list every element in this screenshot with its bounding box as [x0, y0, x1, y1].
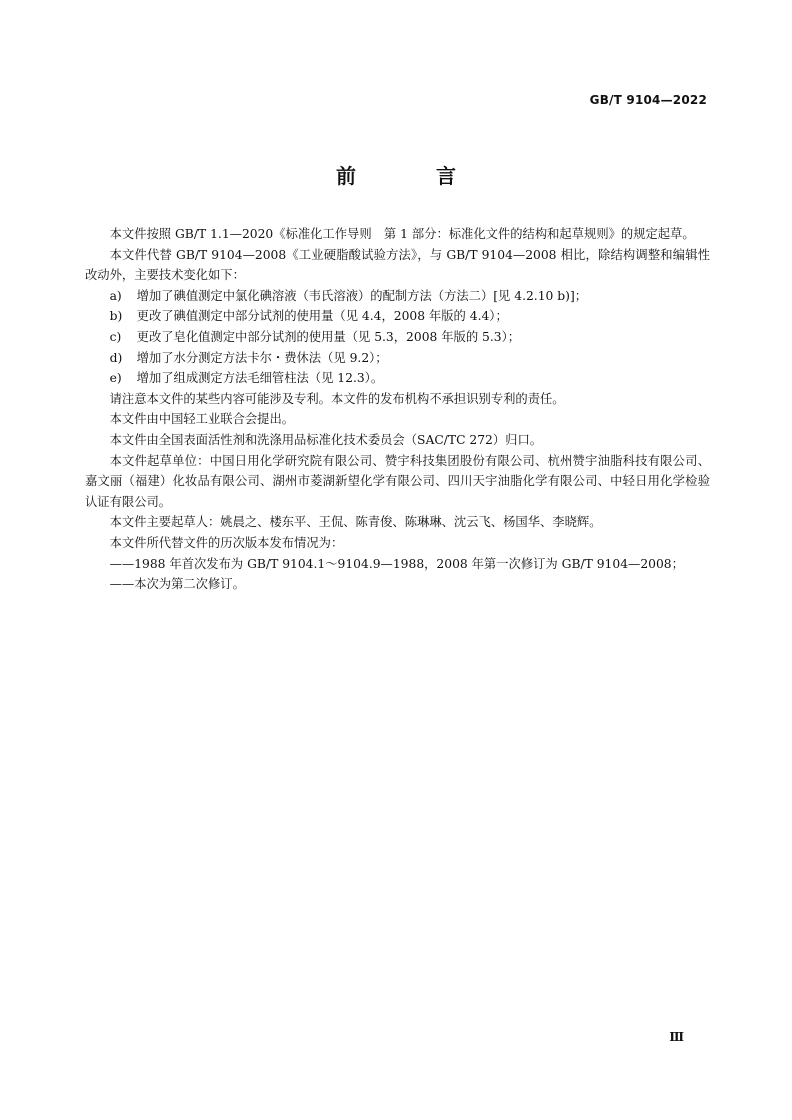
- standard-code: GB/T 9104—2022: [589, 93, 707, 107]
- paragraph-committee: 本文件由全国表面活性剂和洗涤用品标准化技术委员会（SAC/TC 272）归口。: [109, 432, 543, 447]
- paragraph-replacement: 本文件代替 GB/T 9104—2008《工业硬脂酸试验方法》，与 GB/T 9104—2008 相比，除结构调整和编辑性改动外，主要技术变化如下：: [85, 247, 710, 283]
- paragraph-patent-notice: 请注意本文件的某些内容可能涉及专利。本文件的发布机构不承担识别专利的责任。: [109, 391, 565, 406]
- list-marker: c): [109, 329, 122, 344]
- list-item: [85, 327, 710, 348]
- list-marker: b): [109, 309, 123, 324]
- paragraph-proposer: 本文件由中国轻工业联合会提出。: [109, 412, 295, 427]
- list-item: [85, 348, 710, 369]
- document-body: [85, 224, 710, 595]
- list-text: 增加了碘值测定中氯化碘溶液（韦氏溶液）的配制方法（方法二）[见 4.2.10 b)]；: [136, 288, 588, 303]
- paragraph-drafters: 本文件主要起草人：姚晨之、楼东平、王侃、陈青俊、陈琳琳、沈云飞、杨国华、李晓辉。: [109, 515, 602, 530]
- list-marker: e): [109, 371, 122, 386]
- list-text: 增加了组成测定方法毛细管柱法（见 12.3）。: [136, 371, 384, 386]
- list-item: [85, 368, 710, 389]
- history-item: ——1988 年首次发布为 GB/T 9104.1～9104.9—1988，2008 年第一次修订为 GB/T 9104—2008；: [109, 556, 684, 571]
- paragraph-drafting-units: 本文件起草单位：中国日用化学研究院有限公司、赞宇科技集团股份有限公司、杭州赞宇油脂科技有限公司、嘉文丽（福建）化妆品有限公司、湖州市菱湖新望化学有限公司、四川天宇油脂化学有限公司、中轻日用化学检验认证有限公司。: [85, 453, 710, 509]
- list-item: [85, 286, 710, 307]
- page-number: Ⅲ: [669, 1030, 684, 1044]
- list-text: 更改了皂化值测定中部分试剂的使用量（见 5.3，2008 年版的 5.3）；: [136, 329, 521, 344]
- list-text: 更改了碘值测定中部分试剂的使用量（见 4.4，2008 年版的 4.4）；: [136, 309, 508, 324]
- paragraph-drafting-rules: 本文件按照 GB/T 1.1—2020《标准化工作导则 第 1 部分：标准化文件的结构和起草规则》的规定起草。: [109, 227, 695, 241]
- list-marker: d): [109, 350, 123, 365]
- list-marker: a): [109, 288, 122, 303]
- list-text: 增加了水分测定方法卡尔・费休法（见 9.2）；: [136, 350, 388, 365]
- page-title: 前 言: [336, 164, 486, 188]
- paragraph-history-intro: 本文件所代替文件的历次版本发布情况为：: [109, 535, 344, 550]
- history-item: ——本次为第二次修订。: [109, 577, 245, 592]
- list-item: [85, 306, 710, 327]
